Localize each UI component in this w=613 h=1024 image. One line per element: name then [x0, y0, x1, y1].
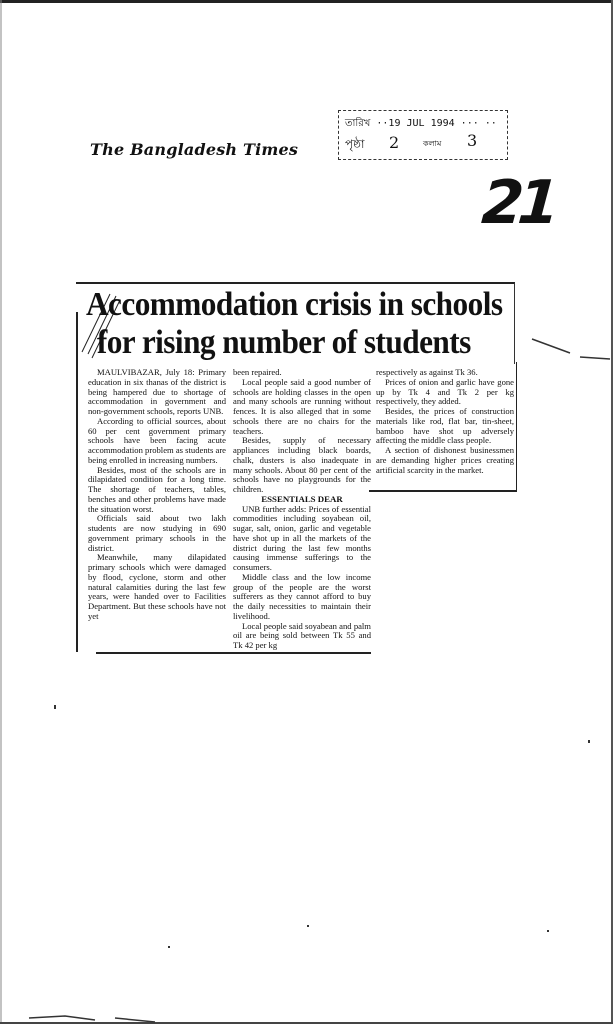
headline-line-1: Accommodation crisis in schools — [86, 286, 503, 323]
stamp-column-label: কলাম — [423, 139, 442, 148]
news-article — [76, 282, 516, 656]
paragraph: Local people said a good number of schools are holding classes in the open and many schools are running without fences. It is also alleged that in some schools there are no chairs for the teachers. — [233, 376, 371, 436]
article-headline — [86, 286, 503, 362]
stamp-page-value: 2 — [389, 133, 400, 152]
paragraph: Meanwhile, many dilapidated primary schools which were damaged by flood, cyclone, storm and other natural calamities during the last few years, were handed over to Facilities Department. But these schools have not yet — [88, 552, 226, 621]
scan-speck — [307, 925, 309, 927]
stamp-date-row: তারিখ ··19 JUL 1994 ··· ·· — [345, 118, 497, 129]
paragraph: Besides, most of the schools are in dilapidated condition for a long time. The shortage of teachers, tables, benches and other problems have made the situation worst. — [88, 464, 226, 514]
scan-speck — [168, 946, 170, 948]
pen-scratch-mark — [25, 1010, 165, 1024]
article-column-2 — [233, 368, 371, 651]
paragraph: A section of dishonest businessmen are demanding higher prices creating artificial scarcity in the market. — [376, 445, 514, 475]
article-column-1 — [88, 368, 226, 622]
scan-speck — [588, 740, 590, 743]
stamp-page-label: পৃষ্ঠা — [345, 137, 365, 151]
stamp-date: 19 JUL 1994 — [388, 118, 455, 129]
paragraph: respectively as against Tk 36. — [376, 367, 478, 377]
paragraph: been repaired. — [233, 367, 282, 377]
stamp-date-label: তারিখ — [345, 118, 371, 129]
paragraph: Besides, supply of necessary appliances including black boards, chalk, dusters is also inadequate in many schools. About 80 per cent of the schools have no playgrounds for the children. — [233, 435, 371, 494]
page-edge-top — [0, 0, 613, 3]
paragraph: According to official sources, about 60 per cent government primary schools have been facing acute accommodation problem as students are being enrolled in increasing numbers. — [88, 415, 226, 465]
stamp-column-value: 3 — [467, 131, 478, 150]
page-edge-left — [0, 0, 2, 1024]
archive-date-stamp — [338, 110, 508, 160]
handwritten-page-number: 21 — [479, 168, 556, 238]
pen-stroke-mark — [530, 335, 613, 365]
paragraph: Prices of onion and garlic have gone up by Tk 4 and Tk 2 per kg respectively, they added. — [376, 376, 514, 407]
headline-line-2: for rising number of students — [96, 324, 471, 361]
article-left-rule — [76, 312, 78, 652]
paragraph: Officials said about two lakh students are now studying in 690 government primary schools in the district. — [88, 513, 226, 553]
scan-speck — [547, 930, 549, 932]
paragraph: Local people said soyabean and palm oil are being sold between Tk 55 and Tk 42 per kg — [233, 620, 371, 650]
paragraph: MAULVIBAZAR, July 18: Primary education in six thanas of the district is being hampered due to shortage of accommodation in government and non-government schools, reports UNB. — [88, 367, 226, 416]
newspaper-masthead: The Bangladesh Times — [90, 140, 299, 159]
article-column-3 — [376, 368, 514, 475]
paragraph: Besides, the prices of construction materials like rod, flat bar, tin-sheet, bamboo have shot up adversely affecting the middle class people. — [376, 406, 514, 446]
article-subheading: ESSENTIALS DEAR — [261, 493, 343, 504]
article-bottom-rule — [96, 652, 371, 654]
scan-speck — [54, 705, 56, 709]
paragraph: UNB further adds: Prices of essential commodities including soyabean oil, sugar, salt, onion, garlic and vegetable have shot up in all the markets of the district during the last few months causing immense sufferings to the consumers. — [233, 503, 371, 572]
paragraph: Middle class and the low income group of the people are the worst sufferers as they cannot afford to buy the daily necessities to maintain their livelihood. — [233, 571, 371, 621]
